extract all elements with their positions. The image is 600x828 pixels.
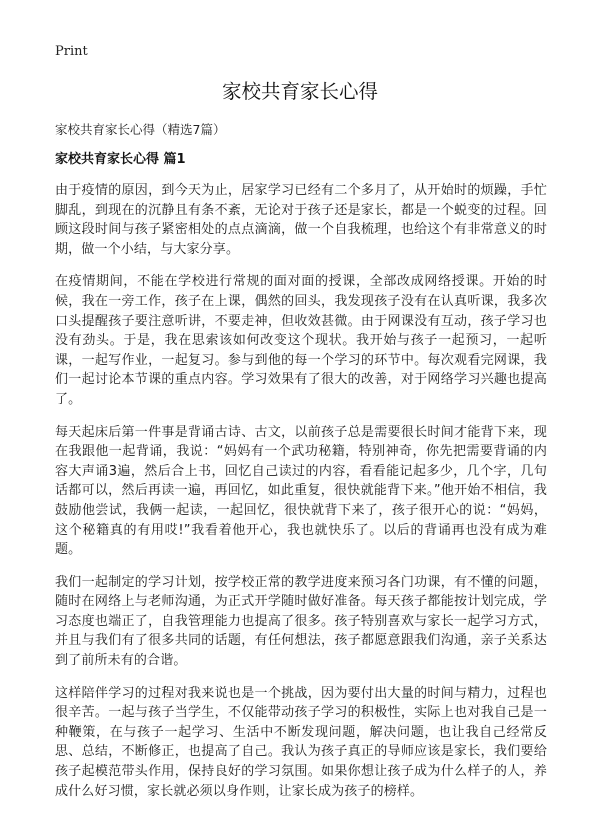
paragraph-5: 这样陪伴学习的过程对我来说也是一个挑战，因为要付出大量的时间与精力，过程也很辛苦。一起与孩子当学生，不仅能带动孩子学习的积极性，实际上也对我自己是一种鞭策，在与孩子一起学习、生活中不断发现问题，解决问题，也让我自己经常反思、总结，不断修正，也提高了自己。我认为孩子真正的导师应该是家长，我们要给孩子起模范带头作用，保持良好的学习氛围。如果你想让孩子成为什么样子的人，养成什么好习惯，家长就必须以身作则，让家长成为孩子的榜样。 (55, 685, 547, 799)
paragraph-3: 每天起床后第一件事是背诵古诗、古文，以前孩子总是需要很长时间才能背下来，现在我跟他一起背诵，我说：“妈妈有一个武功秘籍，特别神奇，你先把需要背诵的内容大声诵3遍，然后合上书，回忆自己读过的内容，看看能记起多少，几个字，几句话都可以，然后再读一遍，再回忆，如此重复，很快就能背下来。”他开始不相信，我鼓励他尝试，我俩一起读，一起回忆，很快就背下来了，孩子很开心的说：“妈妈，这个秘籍真的有用哎!”我看着他开心，我也就快乐了。以后的背诵再也没有成为难题。 (55, 424, 547, 558)
article-body (55, 181, 547, 814)
paragraph-2: 在疫情期间，不能在学校进行常规的面对面的授课，全部改成网络授课。开始的时候，我在一旁工作，孩子在上课，偶然的回头，我发现孩子没有在认真听课，我多次口头提醒孩子要注意听讲，不要走神，但收效甚微。由于网课没有互动，孩子学习也没有劲头。于是，我在思索该如何改变这个现状。我开始与孩子一起预习，一起听课，一起写作业，一起复习。参与到他的每一个学习的环节中。每次观看完网课，我们一起讨论本节课的重点内容。学习效果有了很大的改善，对于网络学习兴趣也提高了。 (55, 274, 547, 407)
paragraph-4: 我们一起制定的学习计划，按学校正常的教学进度来预习各门功课，有不懂的问题，随时在网络上与老师沟通，为正式开学随时做好准备。每天孩子都能按计划完成，学习态度也端正了，自我管理能力也提高了很多。孩子特别喜欢与家长一起学习方式，并且与我们有了很多共同的话题，有任何想法，孩子都愿意跟我们沟通，亲子关系达到了前所未有的合谐。 (55, 574, 547, 669)
paragraph-1: 由于疫情的原因，到今天为止，居家学习已经有二个多月了，从开始时的烦躁，手忙脚乱，到现在的沉静且有条不紊，无论对于孩子还是家长，都是一个蜕变的过程。回顾这段时间与孩子紧密相处的点点滴滴，做一个自我梳理，也给这个有非常意义的时期，做一个小结，与大家分享。 (55, 183, 547, 257)
print-link[interactable]: Print (55, 44, 88, 59)
section-heading: 家校共育家长心得 篇1 (55, 152, 186, 167)
document-title: 家校共育家长心得 (221, 80, 378, 103)
document-subtitle: 家校共育家长心得（精选7篇） (55, 122, 226, 137)
